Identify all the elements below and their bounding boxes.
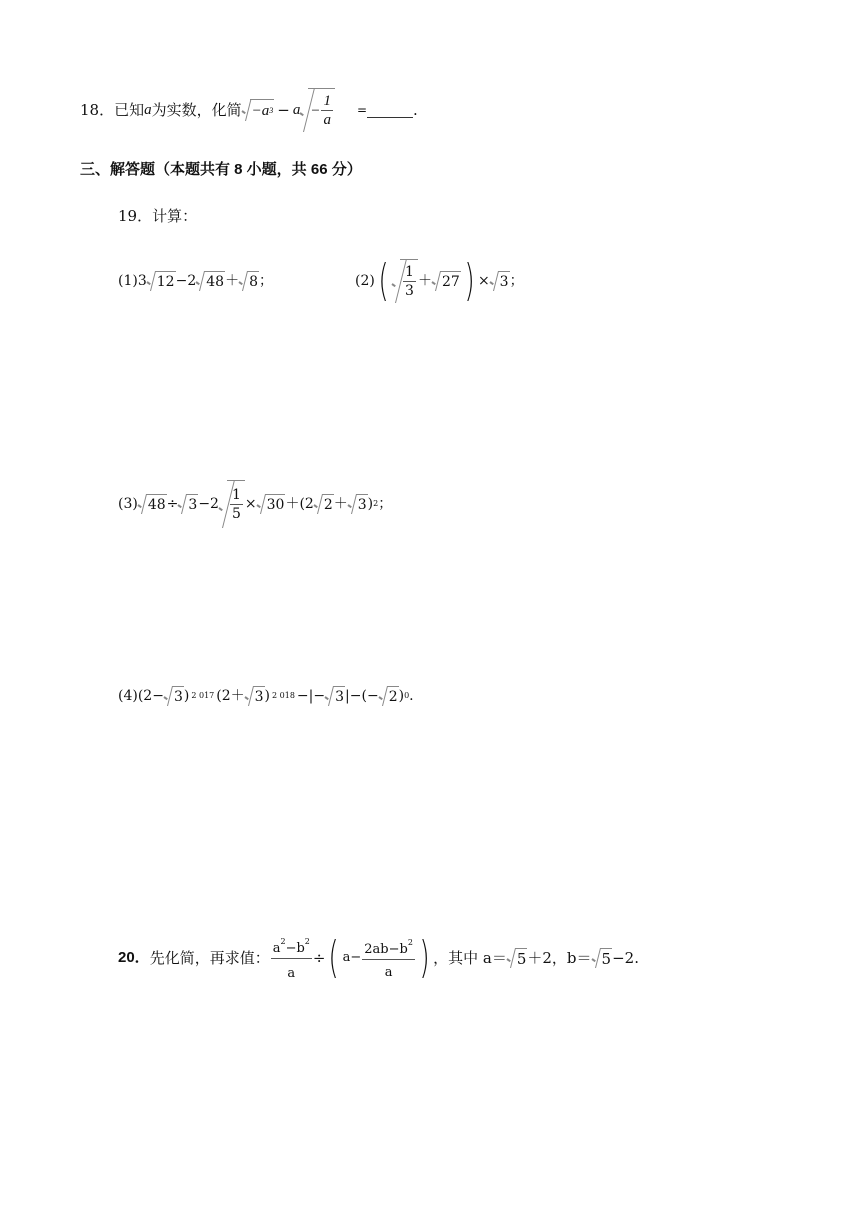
- paren: ): [367, 496, 374, 512]
- radicand: 30: [265, 494, 286, 514]
- radicand: 3: [172, 686, 184, 706]
- numerator: [271, 933, 312, 959]
- radical: [164, 686, 184, 706]
- punctuation: ；: [378, 496, 393, 512]
- radical: [325, 686, 345, 706]
- question-number: 19．: [118, 207, 153, 225]
- radicand: 3: [498, 271, 510, 291]
- radical: [348, 494, 368, 514]
- left-bracket: (: [328, 932, 340, 983]
- numerator: 1: [323, 93, 331, 109]
- section-heading: 三、解答题（本题共有 8 小题，共 66 分）: [80, 161, 362, 178]
- operator: −2: [198, 496, 219, 512]
- exponent: 2 018: [272, 691, 295, 700]
- radical: [242, 99, 275, 121]
- radical: [490, 271, 510, 291]
- operator: ÷: [312, 949, 326, 967]
- denominator: a: [384, 965, 393, 980]
- part-label: (4): [118, 688, 138, 704]
- term: −b: [285, 941, 305, 956]
- question-label: 计算：: [152, 207, 198, 225]
- sign: −: [310, 102, 321, 119]
- answer-blank[interactable]: [367, 103, 413, 118]
- paren: (2＋: [216, 688, 245, 704]
- absolute-value: |: [345, 688, 350, 704]
- fraction: [271, 933, 312, 983]
- paren: ): [398, 688, 405, 704]
- radical: [239, 271, 259, 291]
- punctuation: ；: [509, 273, 524, 289]
- term: a: [272, 941, 281, 956]
- radicand: 27: [440, 271, 461, 291]
- part-label: (1): [118, 273, 138, 289]
- term: a−: [342, 950, 362, 965]
- radical: [147, 271, 176, 291]
- radical: [507, 948, 528, 968]
- radicand: 12: [155, 271, 176, 291]
- radical: [245, 686, 265, 706]
- operator: ＋: [333, 496, 348, 512]
- numerator: 1: [231, 487, 241, 503]
- radicand: 5: [601, 949, 612, 968]
- exponent: 3: [269, 105, 274, 115]
- radical: [432, 271, 461, 291]
- operator: ÷: [166, 496, 179, 512]
- radicand: 2: [387, 686, 399, 706]
- absolute-value: −|−: [296, 688, 326, 704]
- radicand: 8: [247, 271, 259, 291]
- operator: ×: [477, 273, 490, 289]
- radical: [138, 494, 167, 514]
- operator: ＋: [417, 273, 432, 289]
- part-label: (2): [355, 273, 375, 289]
- paren: ): [183, 688, 190, 704]
- radicand: 48: [146, 494, 167, 514]
- exponent: 0: [404, 691, 410, 700]
- paren: −(−: [349, 688, 379, 704]
- radical: [379, 686, 399, 706]
- fraction: [403, 263, 416, 300]
- paren: ): [264, 688, 271, 704]
- radicand: 3: [186, 494, 198, 514]
- operator: ＋: [285, 496, 300, 512]
- question-number: 20．: [118, 949, 150, 966]
- exponent: 2 017: [191, 691, 215, 700]
- question-text: −2.: [612, 949, 639, 967]
- radical: [178, 494, 198, 514]
- radical: [300, 88, 335, 132]
- radical: [392, 259, 418, 303]
- radicand: 5: [516, 949, 527, 968]
- radicand: 48: [204, 271, 225, 291]
- radicand: 3: [253, 686, 265, 706]
- denominator: 3: [405, 283, 414, 299]
- radicand: −a: [251, 102, 270, 119]
- operator: −: [277, 101, 290, 119]
- operator: −2: [175, 273, 197, 289]
- punctuation: .: [409, 688, 414, 704]
- period: .: [413, 101, 418, 119]
- paren: (2: [299, 496, 314, 512]
- question-20: [118, 930, 639, 986]
- exponent: 2: [280, 937, 286, 946]
- exponent: 2: [304, 937, 310, 946]
- fraction: [321, 92, 333, 129]
- punctuation: ；: [258, 273, 273, 289]
- term: 2ab−b: [364, 942, 408, 957]
- problem-19-2: [355, 246, 524, 316]
- problem-19-4: [118, 686, 414, 706]
- radical: [592, 948, 613, 968]
- radical: [219, 480, 245, 528]
- equals-sign: =: [356, 103, 368, 117]
- radicand: 3: [333, 686, 345, 706]
- numerator: 1: [405, 264, 414, 280]
- left-bracket: (: [378, 255, 389, 306]
- question-text: 为实数，化简: [151, 101, 242, 119]
- denominator: a: [323, 112, 331, 128]
- right-bracket: ): [419, 932, 430, 983]
- problem-19-3: [118, 478, 392, 530]
- problem-19-1: [118, 271, 273, 291]
- radicand: 2: [322, 494, 334, 514]
- coefficient: a: [292, 102, 301, 118]
- operator: ×: [244, 496, 257, 512]
- question-text: 已知: [114, 101, 145, 119]
- right-bracket: ): [464, 255, 475, 306]
- coefficient: 3: [137, 273, 147, 289]
- denominator: a: [287, 966, 296, 981]
- radicand: 3: [356, 494, 368, 514]
- question-18: [80, 88, 418, 132]
- question-number: 18．: [80, 101, 115, 119]
- question-text: ，其中 a＝: [433, 949, 507, 967]
- radical: [257, 494, 286, 514]
- fraction: [362, 934, 415, 982]
- radical: [196, 271, 225, 291]
- variable-a: a: [144, 102, 152, 118]
- part-label: (3): [118, 496, 138, 512]
- operator: ＋: [225, 273, 240, 289]
- paren: (2−: [137, 688, 164, 704]
- denominator: 5: [231, 506, 241, 522]
- question-text: ＋2，b＝: [527, 949, 592, 967]
- question-19-header: [118, 206, 197, 226]
- radical: [314, 494, 334, 514]
- exponent: 2: [373, 499, 379, 508]
- question-text: 先化简，再求值：: [149, 949, 270, 967]
- exponent: 2: [407, 938, 413, 947]
- numerator: [362, 934, 415, 960]
